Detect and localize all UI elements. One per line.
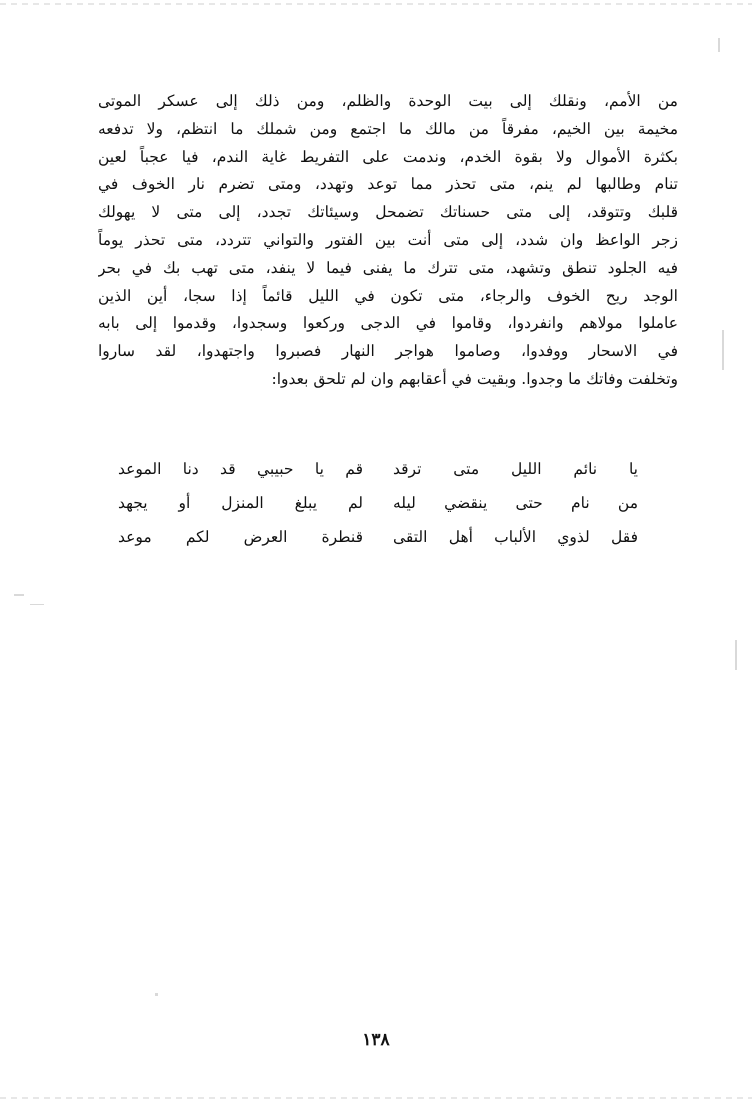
prose-line: وتخلفت وفاتك ما وجدوا. وبقيت في أعقابهم وان لم تلحق بعدوا: (271, 369, 678, 388)
prose-line: تنام وطالبها لم ينم، متى تحذر مما توعد وتهدد، ومتى تضرم نار الخوف في (98, 175, 678, 194)
scan-speck (722, 330, 724, 370)
prose-line: من الأمم، ونقلك إلى بيت الوحدة والظلم، ومن ذلك إلى عسكر الموتى (98, 92, 678, 110)
poem-verses (118, 452, 638, 554)
poem-second-hemistich: قنطرة العرض لكم موعد (118, 528, 363, 546)
poem-first-hemistich: من نام حتى ينقضي ليله (393, 494, 638, 512)
poem-verse (118, 520, 638, 554)
prose-line: بكثرة الأموال ولا بقوة الخدم، وندمت على التفريط غاية الندم، فيا عجباً لعين (98, 147, 678, 166)
scan-speck (155, 993, 158, 996)
scan-edge-top (0, 3, 752, 5)
poem-second-hemistich: لم يبلغ المنزل أو يجهد (118, 494, 363, 512)
prose-line: مخيمة بين الخيم، مفرقاً من مالك ما اجتمع ومن شملك ما انتظم، ولا تدفعه (98, 119, 678, 138)
prose-line: فيه الجلود تنطق وتشهد، متى تترك ما يفنى فيما لا ينفد، متى تهب بك في بحر (98, 258, 678, 277)
poem-verse (118, 486, 638, 520)
prose-line: زجر الواعظ وان شدد، إلى متى أنت بين الفتور والتواني تتردد، متى تحذر يوماً (98, 230, 678, 249)
poem-first-hemistich: فقل لذوي الألباب أهل التقى (393, 528, 638, 546)
poem-first-hemistich: يا نائم الليل متى ترقد (393, 460, 638, 478)
prose-line: عاملوا مولاهم وانفردوا، وقاموا في الدجى وركعوا وسجدوا، وقدموا إلى بابه (98, 314, 678, 333)
prose-paragraph (98, 88, 678, 394)
scan-speck (14, 594, 24, 596)
poem-verse (118, 452, 638, 486)
scan-edge-bottom (0, 1097, 752, 1099)
scan-speck (735, 640, 737, 670)
prose-line: الوجد ريح الخوف والرجاء، متى تكون في الليل قائماً إذا سجا، أين الذين (98, 286, 678, 305)
prose-line: قلبك وتتوقد، إلى متى حسناتك تضمحل وسيئاتك تجدد، إلى متى لا يهولك (98, 203, 678, 222)
poem-second-hemistich: قم يا حبيبي قد دنا الموعد (118, 460, 363, 478)
prose-line: في الاسحار ووفدوا، وصاموا هواجر النهار فصبروا واجتهدوا، لقد ساروا (98, 342, 678, 361)
scan-speck (718, 38, 720, 52)
page-number: ١٣٨ (362, 1030, 390, 1050)
scan-speck (30, 604, 44, 605)
